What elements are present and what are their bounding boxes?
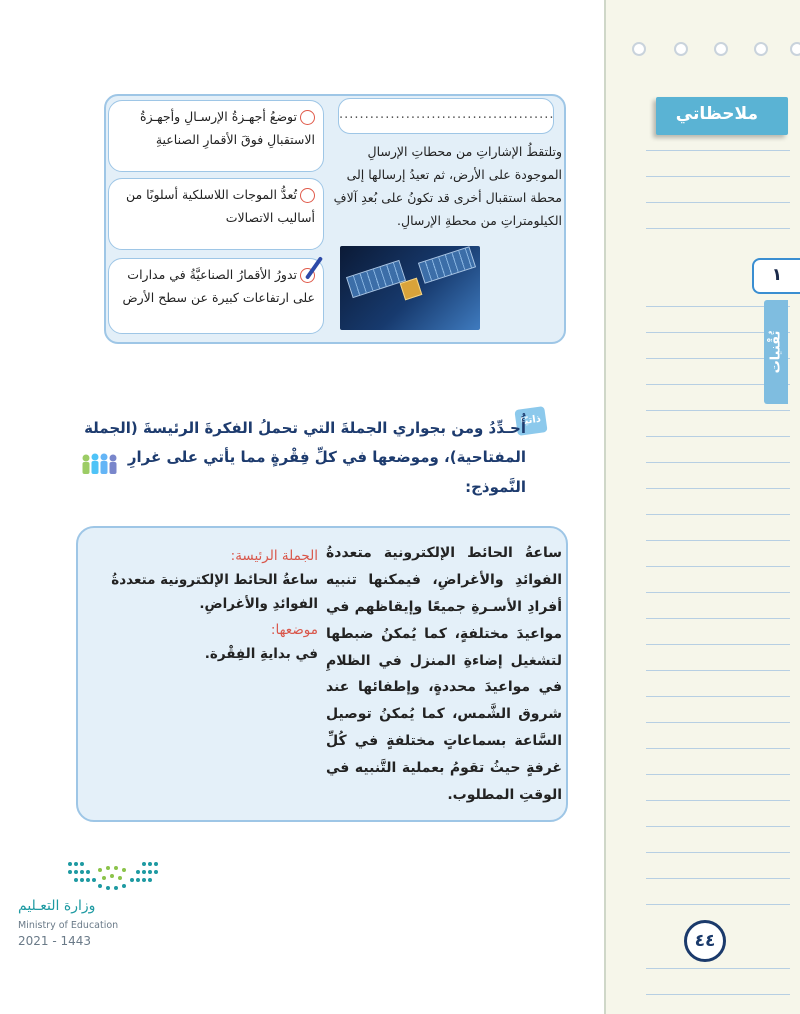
note-line bbox=[646, 852, 790, 853]
note-line bbox=[646, 878, 790, 879]
note-line bbox=[646, 748, 790, 749]
note-line bbox=[646, 566, 790, 567]
ministry-year: 2021 - 1443 bbox=[18, 934, 92, 948]
note-line bbox=[646, 228, 790, 229]
unit-number-tab[interactable]: ١ bbox=[752, 258, 800, 294]
note-line bbox=[646, 176, 790, 177]
note-line bbox=[646, 462, 790, 463]
option-text: تدورُ الأقمارُ الصناعيَّةُ في مدارات على ارتفاعات كبيرة عن سطح الأرض bbox=[122, 267, 315, 306]
option-card[interactable] bbox=[108, 178, 324, 250]
solar-panel bbox=[418, 246, 476, 284]
binder-hole bbox=[632, 42, 646, 56]
satellite-body bbox=[400, 278, 423, 301]
self-study-icon: ذاتيًا bbox=[514, 406, 547, 436]
binder-hole bbox=[790, 42, 800, 56]
note-line bbox=[646, 968, 790, 969]
note-line bbox=[646, 826, 790, 827]
note-line bbox=[646, 618, 790, 619]
note-line bbox=[646, 644, 790, 645]
note-line bbox=[646, 410, 790, 411]
example-paragraph: ساعةُ الحائط الإلكترونية متعددةُ الفوائدِ والأغراضِ، فيمكنها تنبيه أفرادِ الأسـرةِ جميعًا وإيقاظهم في مواعيدَ مختلفةٍ، كما يُمكنُ ضبطها لتشغيل إضاءةِ المنزل في الظلامِ في مواعيدَ محددةٍ، وإطفائها عند شروق الشَّمس، كما يُمكنُ توصيل السَّاعة بسماعاتٍ مختلفةٍ في كُلِّ غرفةٍ حيثُ تقومُ بعملية التَّنبيه في الوقتِ المطلوب. bbox=[326, 545, 562, 803]
binder-hole bbox=[714, 42, 728, 56]
notes-strip bbox=[604, 0, 800, 1014]
satellite-image bbox=[340, 246, 480, 330]
note-line bbox=[646, 488, 790, 489]
notes-header: ملاحظاتي bbox=[656, 97, 788, 135]
note-line bbox=[646, 904, 790, 905]
answer-blank[interactable]: .......................................... bbox=[338, 98, 554, 134]
page-number: ٤٤ bbox=[684, 920, 726, 962]
note-line bbox=[646, 436, 790, 437]
position-value: في بدايةِ الفِقْرة. bbox=[204, 646, 318, 663]
main-sentence: ساعةُ الحائط الإلكترونية متعددةُ الفوائدِ والأغراضِ. bbox=[111, 572, 318, 613]
example-answer bbox=[90, 544, 318, 668]
solar-panel bbox=[346, 260, 406, 298]
note-line bbox=[646, 696, 790, 697]
radio-button[interactable] bbox=[300, 188, 315, 203]
ministry-name-arabic: وزارة التعـليم bbox=[18, 898, 96, 914]
instruction-text: أُحـدِّدُ ومن بجواري الجملةَ التي تحملُ الفكرةَ الرئيسةَ (الجملة المفتاحية)، وموضعها في كلِّ فِقْرةٍ مما يأتي على غرارِ النَّموذج: bbox=[84, 419, 526, 496]
main-sentence-label: الجملة الرئيسة: bbox=[230, 548, 318, 564]
option-card[interactable] bbox=[108, 258, 324, 334]
option-text: تُعدُّ الموجات اللاسلكية أسلوبًا من أساليب الاتصالات bbox=[125, 187, 315, 226]
note-line bbox=[646, 202, 790, 203]
option-card[interactable] bbox=[108, 100, 324, 172]
satellite-description: وتلتقطُ الإشاراتِ من محطاتِ الإرسالِ الموجودة على الأرض، ثم تعيدُ إرسالها إلى محطة استقبال أخرى قد تكونُ على بُعدِ آلافِ الكيلومتراتِ من محطةِ الإرسالِ. bbox=[333, 144, 562, 229]
note-line bbox=[646, 800, 790, 801]
section-side-tab[interactable] bbox=[764, 300, 788, 404]
binder-hole bbox=[754, 42, 768, 56]
note-line bbox=[646, 592, 790, 593]
option-text: توضعُ أجهـزةُ الإرسـالِ وأجهـزةُ الاستقبالِ فوقَ الأقمارِ الصناعيةِ bbox=[140, 109, 315, 148]
note-line bbox=[646, 774, 790, 775]
note-line bbox=[646, 150, 790, 151]
ministry-name-english: Ministry of Education bbox=[18, 920, 119, 931]
note-line bbox=[646, 670, 790, 671]
radio-button[interactable] bbox=[300, 110, 315, 125]
binder-hole bbox=[674, 42, 688, 56]
note-line bbox=[646, 722, 790, 723]
note-line bbox=[646, 540, 790, 541]
position-label: موضعها: bbox=[270, 622, 318, 639]
section-side-tab-label: تُقْنيات bbox=[768, 330, 784, 374]
note-line bbox=[646, 994, 790, 995]
group-people-icon bbox=[80, 452, 120, 476]
ministry-logo-icon bbox=[60, 858, 170, 894]
note-line bbox=[646, 514, 790, 515]
